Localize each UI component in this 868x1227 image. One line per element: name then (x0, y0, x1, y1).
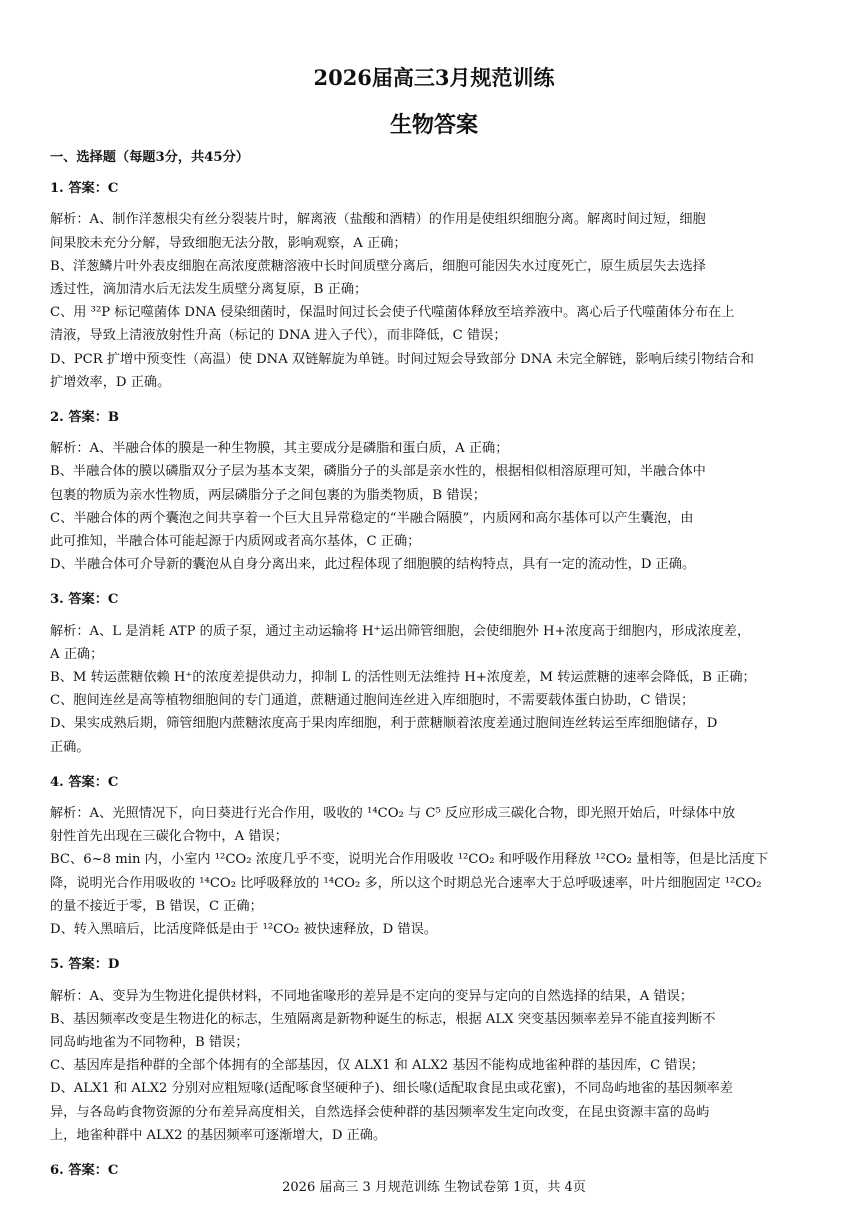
document-title: 2026届高三3月规范训练 (313, 65, 555, 90)
section-heading: 一、选择题（每题3分，共45分） (50, 150, 249, 165)
answer-line: 6. 答案：C (50, 1162, 119, 1178)
explanation-line: 此可推知，半融合体可能起源于内质网或者高尔基体，C 正确； (50, 534, 421, 550)
explanation-line: B、半融合体的膜以磷脂双分子层为基本支架，磷脂分子的头部是亲水性的，根据相似相溶原理可知，半融合体中 (50, 464, 706, 480)
explanation-line: D、半融合体可介导新的囊泡从自身分离出来，此过程体现了细胞膜的结构特点，具有一定的流动性，D 正确。 (50, 557, 696, 573)
explanation-line: 射性首先出现在三碳化合物中，A 错误； (50, 829, 288, 845)
explanation-line: D、果实成熟后期，筛管细胞内蔗糖浓度高于果肉库细胞，利于蔗糖顺着浓度差通过胞间连丝转运至库细胞储存，D (50, 716, 718, 732)
answer-line: 5. 答案：D (50, 957, 120, 973)
explanation-line: B、基因频率改变是生物进化的标志，生殖隔离是新物种诞生的标志，根据 ALX 突变基因频率差异不能直接判断不 (50, 1011, 716, 1027)
explanation-line: 解析：A、L 是消耗 ATP 的质子泵，通过主动运输将 H⁺运出筛管细胞，会使细胞外 H+浓度高于细胞内，形成浓度差， (50, 623, 751, 639)
explanation-line: 解析：A、光照情况下，向日葵进行光合作用，吸收的 ¹⁴CO₂ 与 C⁵ 反应形成三碳化合物，即光照开始后，叶绿体中放 (50, 806, 736, 822)
explanation-line: 的量不接近于零，B 错误，C 正确； (50, 898, 263, 914)
page-footer: 2026 届高三 3 月规范训练 生物试卷第 1页，共 4页 (282, 1180, 586, 1195)
explanation-line: 解析：A、制作洋葱根尖有丝分裂装片时，解离液（盐酸和酒精）的作用是使组织细胞分离。解离时间过短，细胞 (50, 212, 706, 228)
explanation-line: 透过性，滴加清水后无法发生质壁分离复原，B 正确； (50, 282, 368, 298)
explanation-line: 解析：A、半融合体的膜是一种生物膜，其主要成分是磷脂和蛋白质，A 正确； (50, 441, 509, 457)
question-1 (50, 177, 820, 394)
answer-line: 2. 答案：B (50, 410, 120, 426)
explanation-line: C、半融合体的两个囊泡之间共享着一个巨大且异常稳定的“半融合隔膜”，内质网和高尔基体可以产生囊泡，由 (50, 510, 694, 526)
explanation-line: 同岛屿地雀为不同物种，B 错误； (50, 1034, 249, 1050)
explanation-line: 解析：A、变异为生物进化提供材料，不同地雀喙形的差异是不定向的变异与定向的自然选择的结果，A 错误； (50, 988, 694, 1004)
answer-line: 1. 答案：C (50, 181, 119, 197)
explanation-line: 包裹的物质为亲水性物质，两层磷脂分子之间包裹的为脂类物质，B 错误； (50, 487, 486, 503)
explanation-line: A 正确； (50, 646, 104, 662)
explanation-line: 清液，导致上清液放射性升高（标记的 DNA 进入子代），而非降低，C 错误； (50, 328, 507, 344)
document-subtitle: 生物答案 (389, 112, 478, 138)
explanation-line: C、胞间连丝是高等植物细胞间的专门通道，蔗糖通过胞间连丝进入库细胞时，不需要载体蛋白协助，C 错误； (50, 693, 695, 709)
explanation-line: C、基因库是指种群的全部个体拥有的全部基因，仅 ALX1 和 ALX2 基因不能构成地雀种群的基因库，C 错误； (50, 1058, 704, 1074)
explanation (50, 437, 820, 576)
explanation-line: D、转入黑暗后，比活度降低是由于 ¹²CO₂ 被快速释放，D 错误。 (50, 922, 437, 938)
explanation (50, 802, 820, 941)
question-5 (50, 953, 820, 1147)
explanation-line: 扩增效率，D 正确。 (50, 374, 171, 390)
explanation-line: D、PCR 扩增中预变性（高温）使 DNA 双链解旋为单链。时间过短会导致部分 DNA 未完全解链，影响后续引物结合和 (50, 351, 754, 367)
answers-content (50, 146, 820, 1190)
explanation-line: BC、6~8 min 内，小室内 ¹²CO₂ 浓度几乎不变，说明光合作用吸收 ¹²CO₂ 和呼吸作用释放 ¹²CO₂ 量相等，但是比活度下 (50, 852, 769, 868)
explanation (50, 985, 820, 1147)
explanation-line: 降，说明光合作用吸收的 ¹⁴CO₂ 比呼吸释放的 ¹⁴CO₂ 多，所以这个时期总光合速率大于总呼吸速率，叶片细胞固定 ¹²CO₂ (50, 875, 762, 891)
question-2 (50, 406, 820, 576)
question-3 (50, 588, 820, 758)
explanation-line: 间果胶未充分分解，导致细胞无法分散，影响观察，A 正确； (50, 235, 407, 251)
explanation-line: B、洋葱鳞片叶外表皮细胞在高浓度蔗糖溶液中长时间质壁分离后，细胞可能因失水过度死亡，原生质层失去选择 (50, 258, 706, 274)
explanation-line: D、ALX1 和 ALX2 分别对应粗短喙(适配啄食坚硬种子)、细长喙(适配取食昆虫或花蜜)，不同岛屿地雀的基因频率差 (50, 1081, 733, 1097)
explanation (50, 208, 820, 394)
explanation-line: B、M 转运蔗糖依赖 H⁺的浓度差提供动力，抑制 L 的活性则无法维持 H+浓度差，M 转运蔗糖的速率会降低，B 正确； (50, 670, 756, 686)
explanation-line: 异，与各岛屿食物资源的分布差异高度相关，自然选择会使种群的基因频率发生定向改变，在昆虫资源丰富的岛屿 (50, 1104, 710, 1120)
answer-line: 4. 答案：C (50, 774, 119, 790)
question-4 (50, 771, 820, 941)
explanation-line: 上，地雀种群中 ALX2 的基因频率可逐渐增大，D 正确。 (50, 1127, 387, 1143)
answer-line: 3. 答案：C (50, 592, 119, 608)
explanation (50, 620, 820, 759)
explanation-line: C、用 ³²P 标记噬菌体 DNA 侵染细菌时，保温时间过长会使子代噬菌体释放至培养液中。离心后子代噬菌体分布在上 (50, 305, 735, 321)
explanation-line: 正确。 (50, 739, 90, 755)
